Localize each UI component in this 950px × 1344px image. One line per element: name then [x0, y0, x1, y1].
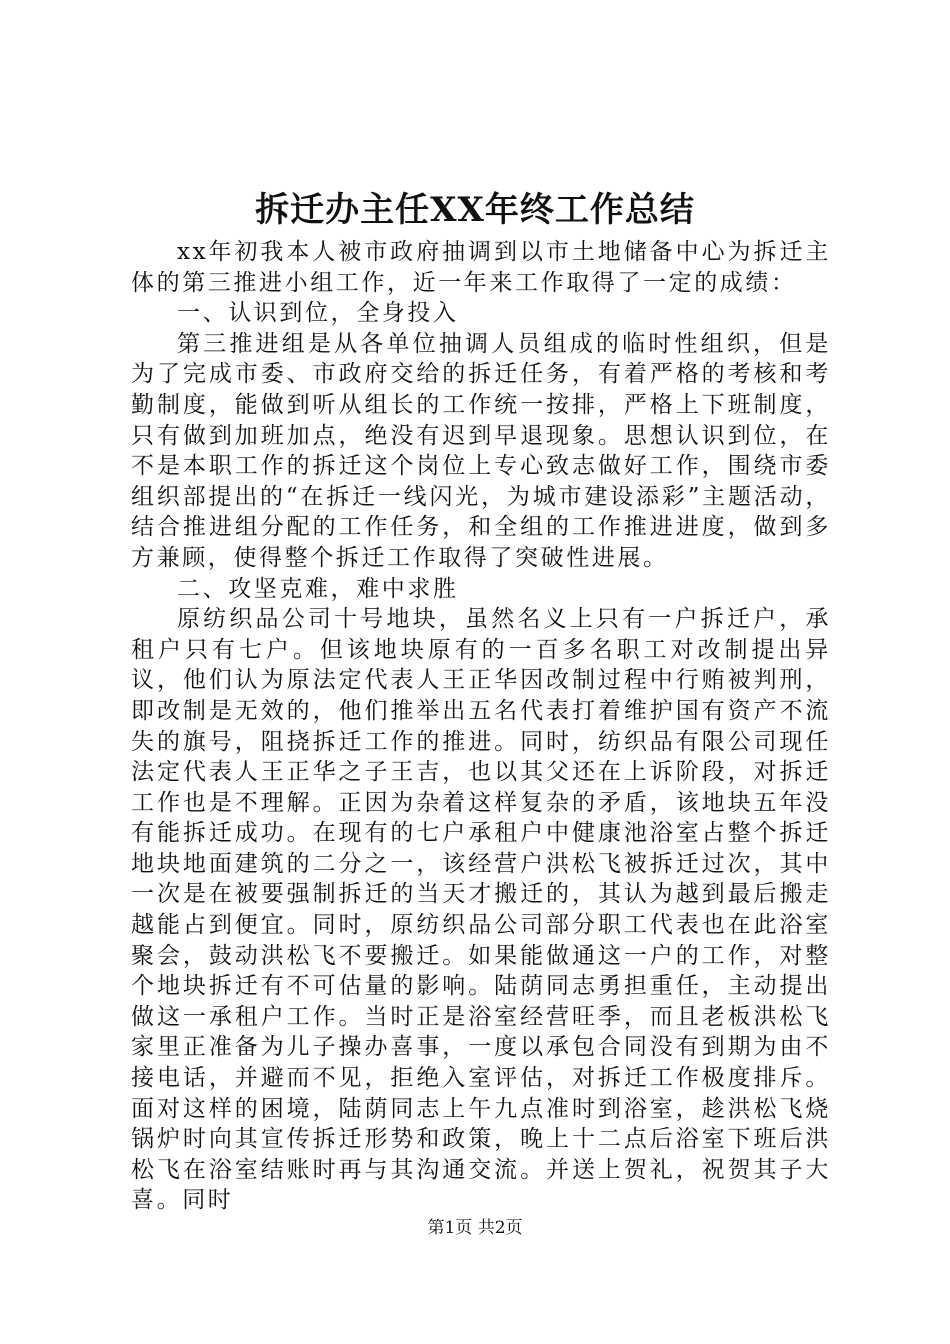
- document-title: 拆迁办主任XX年终工作总结: [255, 190, 695, 230]
- page-footer: 第1页 共2页: [427, 1218, 523, 1238]
- intro-paragraph: xx年初我本人被市政府抽调到以市土地储备中心为拆迁主体的第三推进小组工作，近一年来工作取得了一定的成绩：: [131, 239, 831, 296]
- section-paragraph-2: 原纺织品公司十号地块，虽然名义上只有一户拆迁户，承租户只有七户。但该地块原有的一百多名职工对改制提出异议，他们认为原法定代表人王正华因改制过程中行贿被判刑，即改制是无效的，他们推举出五名代表打着维护国有资产不流失的旗号，阻挠拆迁工作的推进。同时，纺织品有限公司现任法定代表人王正华之子王吉，也以其父还在上诉阶段，对拆迁工作也是不理解。正因为杂着这样复杂的矛盾，该地块五年没有能拆迁成功。在现有的七户承租户中健康池浴室占整个拆迁地块地面建筑的二分之一，该经营户洪松飞被拆迁过次，其中一次是在被要强制拆迁的当天才搬迁的，其认为越到最后搬走越能占到便宜。同时，原纺织品公司部分职工代表也在此浴室聚会，鼓动洪松飞不要搬迁。如果能做通这一户的工作，对整个地块拆迁有不可估量的影响。陆荫同志勇担重任，主动提出做这一承租户工作。当时正是浴室经营旺季，而且老板洪松飞家里正准备为儿子操办喜事，一度以承包合同没有到期为由不接电话，并避而不见，拒绝入室评估，对拆迁工作极度排斥。面对这样的困境，陆荫同志上午九点准时到浴室，趁洪松飞烧锅炉时向其宣传拆迁形势和政策，晚上十二点后浴室下班后洪松飞在浴室结账时再与其沟通交流。并送上贺礼，祝贺其子大喜。同时: [131, 606, 831, 1214]
- section-heading-1: 一、认识到位，全身投入: [177, 300, 459, 327]
- section-paragraph-1: 第三推进组是从各单位抽调人员组成的临时性组织，但是为了完成市委、市政府交给的拆迁任务，有着严格的考核和考勤制度，能做到听从组长的工作统一按排，严格上下班制度，只有做到加班加点，绝没有迟到早退现象。思想认识到位，在不是本职工作的拆迁这个岗位上专心致志做好工作，围绕市委组织部提出的“在拆迁一线闪光，为城市建设添彩”主题活动，结合推进组分配的工作任务，和全组的工作推进进度，做到多方兼顾，使得整个拆迁工作取得了突破性进展。: [131, 330, 831, 571]
- section-heading-2: 二、攻坚克难，难中求胜: [177, 575, 459, 602]
- document-body: [131, 237, 831, 1216]
